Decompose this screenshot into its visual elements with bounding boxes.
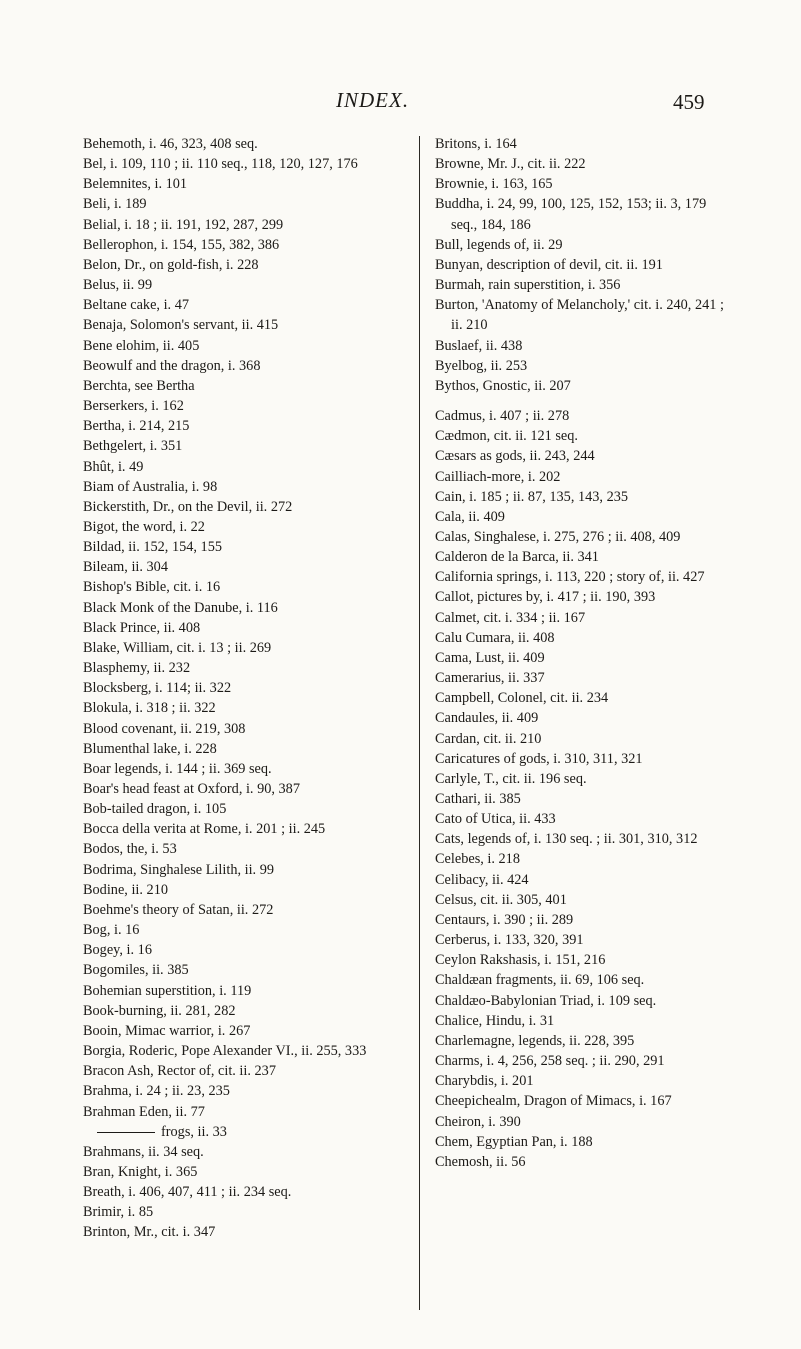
- index-entry: Bertha, i. 214, 215: [83, 418, 190, 435]
- index-entry: Boehme's theory of Satan, ii. 272: [83, 901, 274, 918]
- index-entry: Cæsars as gods, ii. 243, 244: [435, 448, 595, 465]
- index-entry: Bethgelert, i. 351: [83, 438, 183, 455]
- index-entry: Campbell, Colonel, cit. ii. 234: [435, 690, 609, 707]
- index-entry: Bob-tailed dragon, i. 105: [83, 801, 227, 818]
- index-entry: Burmah, rain superstition, i. 356: [435, 277, 621, 294]
- index-entry: Bel, i. 109, 110 ; ii. 110 seq., 118, 120, 127, 176: [83, 156, 358, 173]
- ditto-dash: [97, 1132, 155, 1133]
- index-entry: Bene elohim, ii. 405: [83, 337, 200, 354]
- index-entry: Calmet, cit. i. 334 ; ii. 167: [435, 609, 586, 626]
- index-entry: Charybdis, i. 201: [435, 1073, 534, 1090]
- index-entry: Blocksberg, i. 114; ii. 322: [83, 680, 232, 697]
- index-entry: Charms, i. 4, 256, 258 seq. ; ii. 290, 291: [435, 1053, 665, 1070]
- index-entry: Calu Cumara, ii. 408: [435, 629, 555, 646]
- index-entry: Calas, Singhalese, i. 275, 276 ; ii. 408, 409: [435, 528, 681, 545]
- page-header: [0, 88, 801, 118]
- index-entry: Celsus, cit. ii. 305, 401: [435, 891, 567, 908]
- index-entry: Chaldæo-Babylonian Triad, i. 109 seq.: [435, 992, 657, 1009]
- index-entry: Bellerophon, i. 154, 155, 382, 386: [83, 236, 280, 253]
- index-entry: [83, 1122, 398, 1142]
- index-entry: Borgia, Roderic, Pope Alexander VI., ii. 255, 333: [83, 1043, 367, 1060]
- index-entry: Bythos, Gnostic, ii. 207: [435, 377, 571, 394]
- index-entry: Booin, Mimac warrior, i. 267: [83, 1022, 251, 1039]
- index-entry: Bocca della verita at Rome, i. 201 ; ii. 245: [83, 821, 326, 838]
- index-entry: Beltane cake, i. 47: [83, 297, 189, 314]
- index-entry: Bogomiles, ii. 385: [83, 962, 189, 979]
- index-entry: Bickerstith, Dr., on the Devil, ii. 272: [83, 498, 293, 515]
- index-entry: Cama, Lust, ii. 409: [435, 649, 545, 666]
- index-entry: Cain, i. 185 ; ii. 87, 135, 143, 235: [435, 488, 629, 505]
- index-entry: Brahmans, ii. 34 seq.: [83, 1143, 204, 1160]
- index-entry: Berchta, see Bertha: [83, 377, 195, 394]
- index-entry: Byelbog, ii. 253: [435, 357, 528, 374]
- page-number: 459: [673, 90, 705, 114]
- index-column-left: [83, 134, 398, 1243]
- index-entry: Bildad, ii. 152, 154, 155: [83, 539, 222, 556]
- index-entry: Brownie, i. 163, 165: [435, 176, 553, 193]
- index-entry: Boar's head feast at Oxford, i. 90, 387: [83, 781, 300, 797]
- index-entry: Beowulf and the dragon, i. 368: [83, 357, 261, 374]
- index-entry: Black Prince, ii. 408: [83, 619, 201, 636]
- index-entry: Belemnites, i. 101: [83, 176, 188, 193]
- index-column-right: [435, 134, 735, 1172]
- index-entry: Bogey, i. 16: [83, 942, 152, 959]
- index-entry: Ceylon Rakshasis, i. 151, 216: [435, 952, 606, 969]
- index-entry: Blake, William, cit. i. 13 ; ii. 269: [83, 639, 272, 656]
- index-entry: Breath, i. 406, 407, 411 ; ii. 234 seq.: [83, 1184, 292, 1201]
- index-entry: Brimir, i. 85: [83, 1204, 154, 1221]
- index-entry: Blokula, i. 318 ; ii. 322: [83, 700, 216, 717]
- index-entry: Cheepichealm, Dragon of Mimacs, i. 167: [435, 1093, 672, 1110]
- index-entry: Blood covenant, ii. 219, 308: [83, 720, 246, 737]
- index-entry: Bracon Ash, Rector of, cit. ii. 237: [83, 1063, 276, 1080]
- index-entry: Cardan, cit. ii. 210: [435, 730, 542, 747]
- index-entry-text: frogs, ii. 33: [161, 1123, 227, 1140]
- index-entry: Cathari, ii. 385: [435, 791, 521, 807]
- index-entry: Cheiron, i. 390: [435, 1113, 521, 1130]
- index-entry: Bog, i. 16: [83, 922, 140, 939]
- index-entry: Behemoth, i. 46, 323, 408 seq.: [83, 136, 258, 152]
- index-entry: Benaja, Solomon's servant, ii. 415: [83, 317, 279, 334]
- index-entry: Camerarius, ii. 337: [435, 670, 545, 687]
- index-entry: Blumenthal lake, i. 228: [83, 740, 217, 757]
- index-entry: Charlemagne, legends, ii. 228, 395: [435, 1032, 635, 1049]
- index-entry: Britons, i. 164: [435, 136, 517, 152]
- index-entry: Brahman Eden, ii. 77: [83, 1103, 205, 1120]
- column-divider: [419, 136, 420, 1310]
- index-entry: Cerberus, i. 133, 320, 391: [435, 932, 584, 949]
- index-entry: Boar legends, i. 144 ; ii. 369 seq.: [83, 760, 272, 777]
- index-entry: Biam of Australia, i. 98: [83, 478, 218, 495]
- index-entry: Bohemian superstition, i. 119: [83, 982, 252, 999]
- index-entry: Brahma, i. 24 ; ii. 23, 235: [83, 1083, 230, 1100]
- index-entry: Bishop's Bible, cit. i. 16: [83, 579, 221, 596]
- index-entry: Beli, i. 189: [83, 196, 147, 213]
- index-entry: Caricatures of gods, i. 310, 311, 321: [435, 750, 643, 767]
- index-title: INDEX.: [336, 88, 410, 112]
- index-entry: Black Monk of the Danube, i. 116: [83, 599, 278, 616]
- index-entry: Book-burning, ii. 281, 282: [83, 1002, 236, 1019]
- index-entry: Calderon de la Barca, ii. 341: [435, 549, 599, 566]
- index-entry: Bodrima, Singhalese Lilith, ii. 99: [83, 861, 275, 878]
- index-entry: Candaules, ii. 409: [435, 710, 539, 727]
- index-entry: Cadmus, i. 407 ; ii. 278: [435, 408, 570, 425]
- index-entry: Bodine, ii. 210: [83, 881, 168, 898]
- index-entry: Buddha, i. 24, 99, 100, 125, 152, 153; ii. 3, 179 seq., 184, 186: [435, 196, 707, 233]
- index-entry: Bran, Knight, i. 365: [83, 1163, 198, 1180]
- index-entry: Callot, pictures by, i. 417 ; ii. 190, 393: [435, 589, 656, 606]
- index-entry: Celebes, i. 218: [435, 851, 520, 868]
- index-entry: Belus, ii. 99: [83, 277, 153, 294]
- index-entry: Cailliach-more, i. 202: [435, 468, 561, 485]
- index-entry: Burton, 'Anatomy of Melancholy,' cit. i. 240, 241 ; ii. 210: [435, 297, 724, 334]
- index-entry: Buslaef, ii. 438: [435, 337, 523, 354]
- index-entry: Cato of Utica, ii. 433: [435, 811, 556, 828]
- index-entry: Bhût, i. 49: [83, 458, 144, 475]
- index-entry: Cala, ii. 409: [435, 508, 505, 525]
- index-entry: Belial, i. 18 ; ii. 191, 192, 287, 299: [83, 216, 284, 233]
- index-entry: Chem, Egyptian Pan, i. 188: [435, 1133, 593, 1150]
- index-entry: Centaurs, i. 390 ; ii. 289: [435, 911, 574, 928]
- index-entry: California springs, i. 113, 220 ; story of, ii. 427: [435, 569, 705, 586]
- index-entry: Bileam, ii. 304: [83, 559, 168, 576]
- index-entry: Chalice, Hindu, i. 31: [435, 1012, 555, 1029]
- index-entry: Bunyan, description of devil, cit. ii. 191: [435, 256, 663, 273]
- index-entry: Berserkers, i. 162: [83, 398, 184, 415]
- index-entry: Bigot, the word, i. 22: [83, 518, 205, 535]
- index-entry: Blasphemy, ii. 232: [83, 660, 191, 677]
- index-entry: Brinton, Mr., cit. i. 347: [83, 1224, 216, 1241]
- index-entry: Bull, legends of, ii. 29: [435, 236, 563, 253]
- index-entry: Bodos, the, i. 53: [83, 841, 177, 858]
- index-entry: Belon, Dr., on gold-fish, i. 228: [83, 256, 259, 273]
- index-entry: Cædmon, cit. ii. 121 seq.: [435, 428, 578, 445]
- index-entry: Browne, Mr. J., cit. ii. 222: [435, 156, 586, 173]
- index-entry: Cats, legends of, i. 130 seq. ; ii. 301, 310, 312: [435, 831, 698, 848]
- index-entry: Chaldæan fragments, ii. 69, 106 seq.: [435, 972, 645, 989]
- index-entry: Chemosh, ii. 56: [435, 1153, 526, 1170]
- index-entry: Celibacy, ii. 424: [435, 871, 529, 888]
- index-entry: Carlyle, T., cit. ii. 196 seq.: [435, 770, 587, 787]
